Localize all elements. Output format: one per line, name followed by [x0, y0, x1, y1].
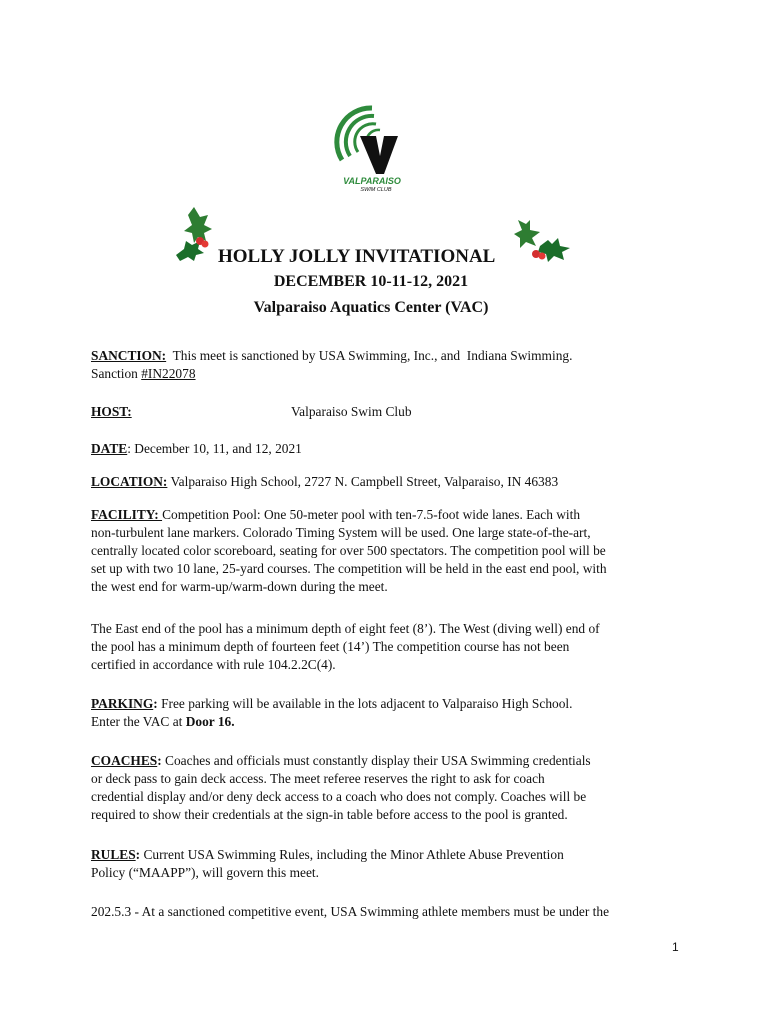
- facility-line: non-turbulent lane markers. Colorado Timing System will be used. One large state-of-the-art,: [91, 525, 591, 540]
- date-section: [91, 440, 691, 458]
- coaches-colon: :: [157, 753, 162, 768]
- facility-line: Competition Pool: One 50-meter pool with ten-7.5-foot wide lanes. Each with: [162, 507, 581, 522]
- sanction-label: SANCTION:: [91, 348, 167, 363]
- location-section: [91, 473, 691, 491]
- rules-section: [91, 846, 691, 882]
- facility-section: [91, 506, 701, 596]
- rules-label: RULES: [91, 847, 136, 862]
- facility-label: FACILITY:: [91, 507, 163, 522]
- rule-202-text: 202.5.3 - At a sanctioned competitive event, USA Swimming athlete members must be under the: [91, 904, 610, 919]
- facility-line: the west end for warm-up/warm-down during the meet.: [91, 579, 388, 594]
- page-number: 1: [672, 940, 679, 954]
- rules-colon: :: [135, 847, 141, 862]
- location-label: LOCATION:: [91, 474, 168, 489]
- facility-line: centrally located color scoreboard, seating for over 500 spectators. The competition pool will be: [91, 543, 606, 558]
- logo-sub: SWIM CLUB: [360, 187, 392, 192]
- coaches-section: [91, 752, 701, 824]
- location-text: Valparaiso High School, 2727 N. Campbell Street, Valparaiso, IN 46383: [167, 474, 559, 489]
- parking-section: [91, 695, 691, 731]
- sanction-text: This meet is sanctioned by USA Swimming, Inc., and Indiana Swimming.: [166, 348, 573, 363]
- valparaiso-swim-club-logo: [332, 100, 412, 192]
- coaches-line: credential display and/or deny deck access to a coach who does not comply. Coaches will be: [91, 789, 587, 804]
- sanction-section: [91, 347, 691, 383]
- coaches-line: required to show their credentials at the sign-in table before access to the pool is granted.: [91, 807, 568, 822]
- rules-line: Policy (“MAAPP”), will govern this meet.: [91, 865, 319, 880]
- host-value: Valparaiso Swim Club: [291, 404, 412, 419]
- rule-202-section: [91, 903, 711, 921]
- rules-line: Current USA Swimming Rules, including the Minor Athlete Abuse Prevention: [140, 847, 564, 862]
- parking-prefix: Enter the VAC at: [91, 714, 186, 729]
- coaches-line: Coaches and officials must constantly display their USA Swimming credentials: [161, 753, 591, 768]
- parking-door: Door 16.: [185, 714, 235, 729]
- parking-text: Free parking will be available in the lots adjacent to Valparaiso High School.: [157, 696, 573, 711]
- host-label: HOST:: [91, 404, 132, 419]
- depth-line: The East end of the pool has a minimum depth of eight feet (8’). The West (diving well) end of: [91, 621, 600, 636]
- date-text: : December 10, 11, and 12, 2021: [127, 441, 302, 456]
- event-venue: Valparaiso Aquatics Center (VAC): [253, 299, 489, 316]
- event-title: HOLLY JOLLY INVITATIONAL: [218, 246, 496, 267]
- holly-right-icon: [512, 216, 572, 264]
- sanction-number: #IN22078: [141, 366, 196, 381]
- sanction-prefix: Sanction: [91, 366, 142, 381]
- event-dates: DECEMBER 10-11-12, 2021: [273, 273, 469, 290]
- parking-colon: :: [153, 696, 158, 711]
- depth-line: certified in accordance with rule 104.2.2C(4).: [91, 657, 336, 672]
- parking-label: PARKING: [91, 696, 154, 711]
- depth-line: the pool has a minimum depth of fourteen feet (14’) The competition course has not been: [91, 639, 570, 654]
- date-label: DATE: [91, 441, 128, 456]
- host-section: [91, 403, 691, 421]
- depth-section: [91, 620, 701, 674]
- coaches-line: or deck pass to gain deck access. The meet referee reserves the right to ask for coach: [91, 771, 545, 786]
- logo-word: VALPARAISO: [343, 176, 401, 186]
- coaches-label: COACHES: [91, 753, 158, 768]
- facility-line: set up with two 10 lane, 25-yard courses. The competition will be held in the east end pool, with: [91, 561, 607, 576]
- holly-left-icon: [172, 203, 220, 263]
